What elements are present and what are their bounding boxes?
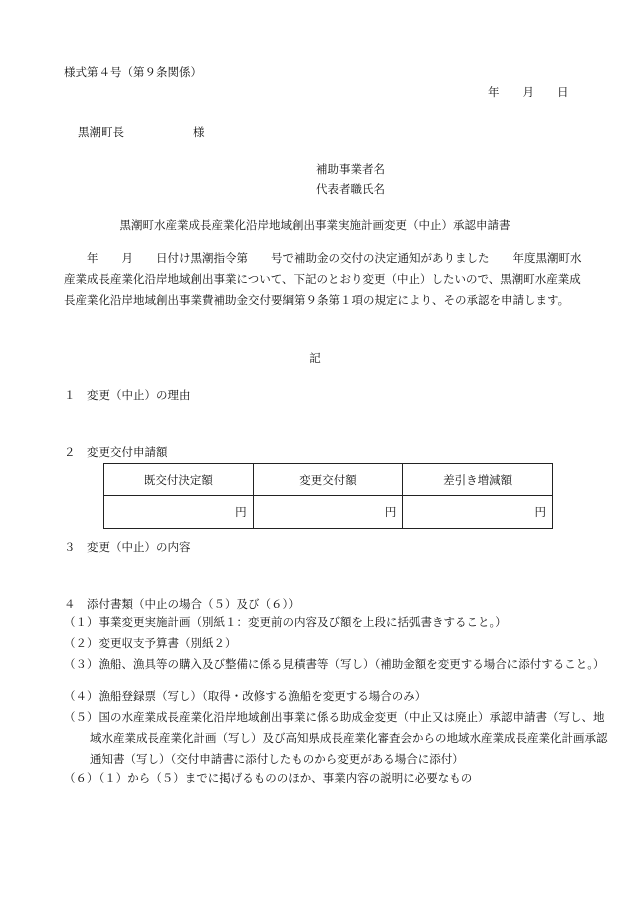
section-4-heading: ４ 添付書類（中止の場合（５）及び（６）） [64, 597, 300, 611]
header-difference: 差引き増減額 [403, 464, 553, 496]
header-existing-amount: 既交付決定額 [104, 464, 254, 496]
section-1-heading: １ 変更（中止）の理由 [64, 388, 191, 402]
form-number: 様式第４号（第９条関係） [64, 65, 202, 79]
existing-amount-cell: 円 [104, 496, 254, 529]
changed-amount-cell: 円 [253, 496, 403, 529]
section-2-heading: ２ 変更交付申請額 [64, 445, 168, 459]
ki-heading: 記 [309, 351, 321, 365]
representative-label: 代表者職氏名 [316, 182, 385, 196]
difference-cell: 円 [403, 496, 553, 529]
section-3-heading: ３ 変更（中止）の内容 [64, 540, 191, 554]
attachment-item-5: （５）国の水産業成長産業化沿岸地域創出事業に係る助成金変更（中止又は廃止）承認申請書（写し、地域水産業成長産業化計画（写し）及び高知県成長産業化審査会からの地域水産業成長産業化計画承認通知書（写し）（交付申請書に添付したものから変更がある場合に添付） [64, 710, 608, 766]
date-line: 年 月 日 [488, 85, 569, 99]
amount-table [103, 463, 553, 529]
applicant-name-label: 補助事業者名 [316, 162, 385, 176]
document-title: 黒潮町水産業成長産業化沿岸地域創出事業実施計画変更（中止）承認申請書 [119, 218, 511, 232]
attachment-item-2: （２）変更収支予算書（別紙２） [64, 636, 237, 650]
attachment-item-4: （４）漁船登録票（写し）（取得・改修する漁船を変更する場合のみ） [64, 689, 427, 703]
attachment-item-1: （１）事業変更実施計画（別紙１：変更前の内容及び額を上段に括弧書きすること。） [64, 615, 507, 629]
attachment-item-3: （３）漁船、漁具等の購入及び整備に係る見積書等（写し）（補助金額を変更する場合に添付すること。） [64, 657, 605, 671]
header-changed-amount: 変更交付額 [253, 464, 403, 496]
body-paragraph: 年 月 日付け黒潮指令第 号で補助金の交付の決定通知がありました 年度黒潮町水産業成長産業化沿岸地域創出事業について、下記のとおり変更（中止）したいので、黒潮町水産業成長産業化沿岸地域創出事業費補助金交付要綱第９条第１項の規定により、その承認を申請します。 [64, 251, 582, 307]
attachment-item-6: （６）（１）から（５）までに掲げるもののほか、事業内容の説明に必要なもの [64, 771, 473, 785]
addressee: 黒潮町長 様 [78, 125, 205, 139]
